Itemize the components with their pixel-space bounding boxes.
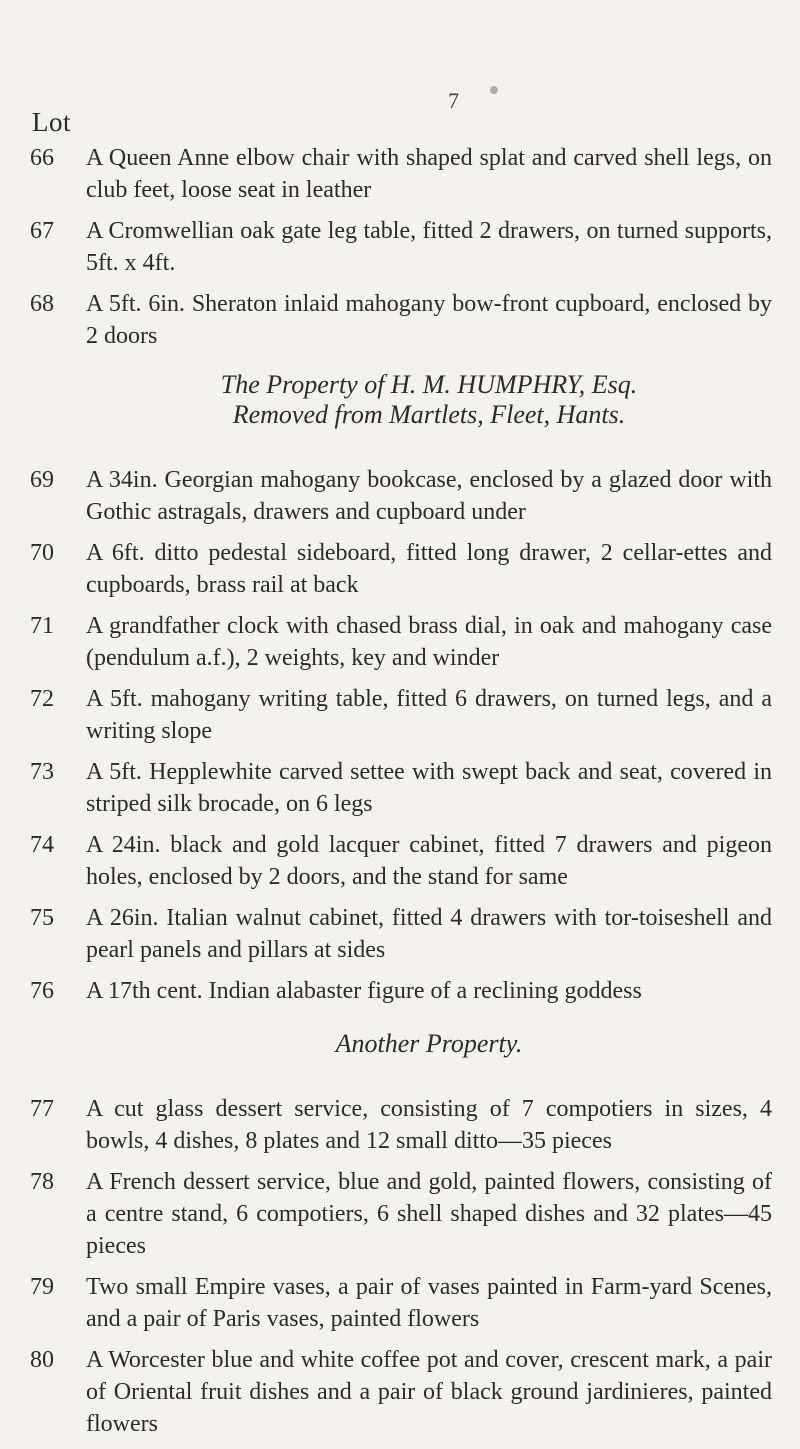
lot-description: A 5ft. Hepplewhite carved settee with swept back and seat, covered in striped silk brocade, on 6 legs (86, 759, 772, 817)
catalogue-content (0, 142, 800, 1449)
lot-column-header: Lot (32, 107, 71, 137)
lot-entry (0, 756, 800, 820)
lot-number: 80 (30, 1347, 54, 1373)
lot-description: A 5ft. mahogany writing table, fitted 6 drawers, on turned legs, and a writing slope (86, 686, 772, 744)
lot-number: 74 (30, 832, 54, 858)
page-number: 7 (448, 88, 459, 113)
lot-description: A 17th cent. Indian alabaster figure of a reclining goddess (86, 978, 642, 1004)
lot-entry (0, 683, 800, 747)
lot-entry (0, 975, 800, 1007)
lot-entry (0, 1271, 800, 1335)
lot-entry (0, 142, 800, 206)
lot-number: 75 (30, 905, 54, 931)
lot-description: A French dessert service, blue and gold, painted flowers, consisting of a centre stand, 6 compotiers, 6 shell shaped dishes and 32 plates—45 pieces (86, 1169, 772, 1259)
lot-number: 72 (30, 686, 54, 712)
lot-number: 69 (30, 467, 54, 493)
lot-entry (0, 537, 800, 601)
lot-description: A 5ft. 6in. Sheraton inlaid mahogany bow-front cupboard, enclosed by 2 doors (86, 291, 772, 349)
lot-description: A 24in. black and gold lacquer cabinet, fitted 7 drawers and pigeon holes, enclosed by 2 doors, and the stand for same (86, 832, 772, 890)
lot-number: 71 (30, 613, 54, 639)
ink-smudge (490, 86, 498, 94)
lot-description: A 34in. Georgian mahogany bookcase, enclosed by a glazed door with Gothic astragals, drawers and cupboard under (86, 467, 772, 525)
lot-entry (0, 1166, 800, 1262)
property-heading (86, 370, 772, 430)
lot-description: A Worcester blue and white coffee pot and cover, crescent mark, a pair of Oriental fruit dishes and a pair of black ground jardinieres, painted flowers (86, 1347, 772, 1437)
lot-number: 73 (30, 759, 54, 785)
lot-description: A Queen Anne elbow chair with shaped splat and carved shell legs, on club feet, loose seat in leather (86, 145, 772, 203)
lot-number: 79 (30, 1274, 54, 1300)
property-owner: The Property of H. M. HUMPHRY, Esq. (220, 370, 638, 399)
lot-entry (0, 610, 800, 674)
lot-entry (0, 829, 800, 893)
lot-entry (0, 215, 800, 279)
property-source: Removed from Martlets, Fleet, Hants. (232, 400, 626, 429)
lot-description: A 26in. Italian walnut cabinet, fitted 4 drawers with tor-toiseshell and pearl panels and pillars at sides (86, 905, 772, 963)
property-heading (86, 1029, 772, 1059)
lot-entry (0, 288, 800, 352)
lot-description: A 6ft. ditto pedestal sideboard, fitted long drawer, 2 cellar-ettes and cupboards, brass rail at back (86, 540, 772, 598)
lot-number: 78 (30, 1169, 54, 1195)
lot-number: 67 (30, 218, 54, 244)
lot-number: 76 (30, 978, 54, 1004)
lot-description: A cut glass dessert service, consisting of 7 compotiers in sizes, 4 bowls, 4 dishes, 8 plates and 12 small ditto—35 pieces (86, 1096, 772, 1154)
lot-entry (0, 464, 800, 528)
lot-number: 77 (30, 1096, 54, 1122)
lot-description: Two small Empire vases, a pair of vases painted in Farm-yard Scenes, and a pair of Paris vases, painted flowers (86, 1274, 772, 1332)
lot-entry (0, 902, 800, 966)
lot-entry (0, 1344, 800, 1440)
lot-number: 70 (30, 540, 54, 566)
lot-description: A grandfather clock with chased brass dial, in oak and mahogany case (pendulum a.f.), 2 weights, key and winder (86, 613, 772, 671)
property-owner: Another Property. (335, 1029, 523, 1058)
lot-entry (0, 1093, 800, 1157)
lot-number: 68 (30, 291, 54, 317)
lot-number: 66 (30, 145, 54, 171)
lot-description: A Cromwellian oak gate leg table, fitted 2 drawers, on turned supports, 5ft. x 4ft. (86, 218, 772, 276)
